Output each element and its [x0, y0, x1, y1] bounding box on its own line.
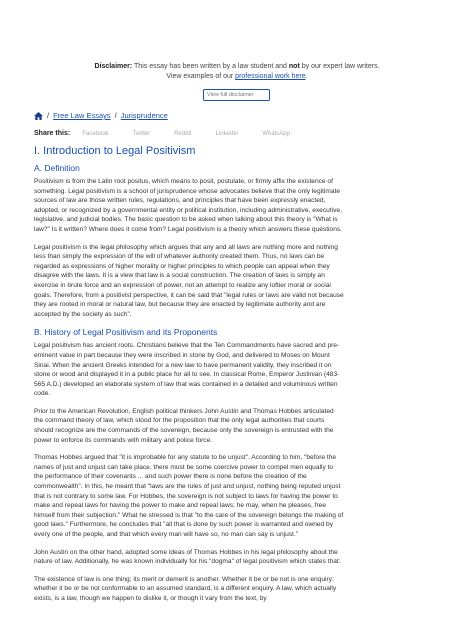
breadcrumb: [34, 111, 168, 120]
paragraph: Legal positivism is the legal philosophy which argues that any and all laws are nothing more and nothing less than simply the expression of the will of whatever authority created them. Thus, no laws can be regarded as expressions of higher morality or higher principles to which people can appeal when they disagree with the laws. It is a view that law is a social construction. The creation of laws is simply an exercise in brute force and an expression of power, not an attempt to realize any loftier moral or social goals. Therefore, from a positivist perspective, it can be said that "legal rules or laws are valid not because they are rooted in moral or natural law, but because they are enacted by legitimate authority and are accepted by the society as such".: [34, 243, 344, 318]
paragraph: Thomas Hobbes argued that "it is improbable for any statute to be unjust". According to him, "before the names of just and unjust can take place, there must be some coercive power to compel men equally to the performance of their covenants ... and such power there is none before the creation of the commonwealth". In this, he meant that "laws are the rules of just and unjust, nothing being reputed unjust that is not contrary to some law. For Hobbes, the sovereign is not subject to laws for having the power to make and repeal laws for having the power to make and repeal laws; he may, when he pleases, free himself from their subjection." What he stressed is that "to the care of the sovereign belongs the making of good laws." Furthermore, he concludes that "all that is done by such power is warranted and owned by every one of the people, and that which every man will have so, no man can say is unjust.": [34, 454, 344, 538]
article-title: I. Introduction to Legal Positivism: [34, 145, 196, 157]
section-heading-definition: A. Definition: [34, 163, 80, 173]
view-full-disclaimer-button[interactable]: View full disclaimer: [203, 89, 270, 101]
share-reddit[interactable]: Reddit: [174, 130, 192, 137]
paragraph: The existence of law is one thing; its merit or demerit is another. Whether it be or be not is one enquiry; whether it be or be not conformable to an assumed standard, is a different enquiry. A law, which actually exists, is a law, though we happen to dislike it, or though it vary from the text, by: [34, 575, 337, 602]
article: [34, 145, 344, 612]
disclaimer: [90, 62, 384, 82]
breadcrumb-jurisprudence[interactable]: Jurisprudence: [120, 111, 168, 120]
paragraph: Positivism is from the Latin root positus, which means to posit, postulate, or firmly affix the existence of something. Legal positivism is a school of jurisprudence whose advocates believe that the only legitimate sources of law are those written rules, regulations, and principles that have been expressly enacted, adopted, or recognized by a governmental entity or political institution, including administrative, executive, legislative, and judicial bodies. The basic question to be asked when talking about this theory is "What is law?" Is it written? Where does it come from? Legal positivism is a theory which answers these questions.: [34, 178, 342, 233]
share-twitter[interactable]: Twitter: [132, 130, 151, 137]
breadcrumb-separator: /: [47, 111, 50, 120]
disclaimer-text: This essay has been written by a law student and: [132, 63, 289, 70]
share-bar: [34, 130, 314, 137]
paragraph: John Austin on the other hand, adopted some ideas of Thomas Hobbes in his legal philosophy about the nature of law. Additionally, he was known individually for his "dogma" of legal positivism which states that:: [34, 548, 341, 566]
disclaimer-label: Disclaimer:: [94, 63, 133, 70]
breadcrumb-separator: /: [114, 111, 117, 120]
paragraph: Legal positivism has ancient roots. Christians believe that the Ten Commandments have sacred and pre-eminent value in part because they were inscribed in stone by God, and delivered to Moses on Mount Sinai. When the ancient Greeks intended for a new law to have permanent validity, they inscribed it on stone or wood and displayed it in a public place for all to see. In classical Rome, Emperor Justinian (483-565 A.D.) developed an elaborate system of law that was contained in a detailed and voluminous written code.: [34, 342, 340, 398]
share-linkedin[interactable]: LinkedIn: [215, 130, 239, 137]
breadcrumb-free-law-essays[interactable]: Free Law Essays: [53, 111, 111, 120]
professional-work-link[interactable]: professional work here: [235, 73, 306, 80]
section-heading-history: B. History of Legal Positivism and its Proponents: [34, 327, 218, 338]
disclaimer-end: .: [305, 73, 308, 80]
share-whatsapp[interactable]: WhatsApp: [262, 130, 290, 137]
disclaimer-not: not: [288, 63, 300, 70]
disclaimer-text-2: by our expert law writers. View examples of our: [166, 63, 380, 80]
share-facebook[interactable]: Facebook: [82, 130, 109, 137]
paragraph: Prior to the American Revolution, English political thinkers John Austin and Thomas Hobbes articulated the command theory of law, which stood for the proposition that the only legal authorities that courts should recognize are the commands of the sovereign, because only the sovereign is entrusted with the power to enforce its commands with military and police force.: [34, 407, 334, 444]
share-label: Share this:: [34, 130, 71, 137]
home-icon[interactable]: [34, 112, 43, 120]
